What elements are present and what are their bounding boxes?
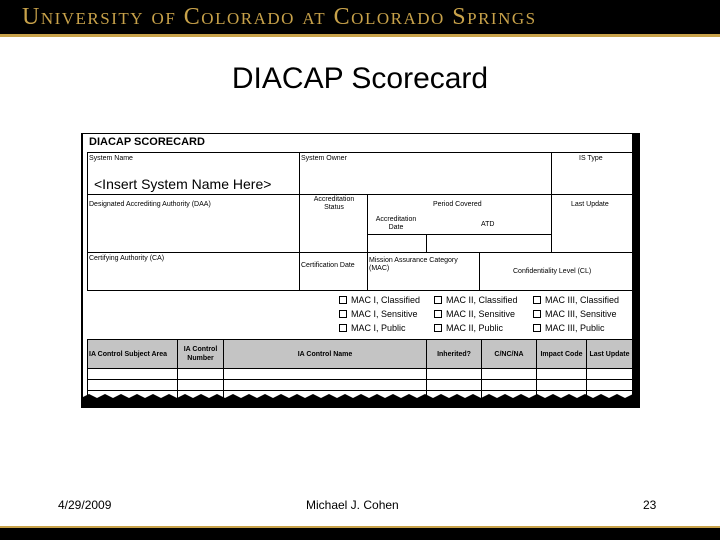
table-header-last-update: Last Update [587, 340, 632, 368]
rule-col-accdate [426, 234, 427, 252]
rule-col-istype [551, 152, 552, 252]
table-col-rule [223, 339, 224, 399]
form-heading: DIACAP SCORECARD [89, 136, 205, 148]
table-col-rule [632, 339, 633, 399]
form-right-edge [632, 134, 640, 408]
table-col-rule [177, 339, 178, 399]
mac-option[interactable]: MAC III, Public [533, 323, 605, 333]
mac-option[interactable]: MAC I, Public [339, 323, 406, 333]
table-header-status: C/NC/NA [482, 340, 536, 368]
bottom-band [0, 528, 720, 540]
mac-option[interactable]: MAC III, Classified [533, 295, 619, 305]
table-header-subject-area: IA Control Subject Area [87, 340, 177, 368]
footer-date: 4/29/2009 [58, 498, 112, 512]
mac-option[interactable]: MAC I, Classified [339, 295, 420, 305]
table-header-control-name: IA Control Name [224, 340, 426, 368]
rule-period-split [367, 234, 552, 235]
table-header-impact-code: Impact Code [537, 340, 586, 368]
university-name: University of Colorado at Colorado Springs [22, 4, 537, 30]
atd-label: ATD [481, 221, 495, 228]
slide-title: DIACAP Scorecard [231, 62, 489, 95]
table-col-rule [481, 339, 482, 399]
rule-row2 [87, 252, 633, 253]
checkbox-icon[interactable] [434, 310, 442, 318]
table-col-rule [426, 339, 427, 399]
rule-col-cl [479, 252, 480, 290]
table-col-rule [87, 339, 88, 399]
table-header-control-number: IA Control Number [178, 340, 223, 368]
table-rule [87, 379, 633, 380]
checkbox-icon[interactable] [339, 296, 347, 304]
checkbox-icon[interactable] [533, 296, 541, 304]
table-rule [87, 339, 633, 340]
checkbox-icon[interactable] [339, 310, 347, 318]
is-type-label: IS Type [579, 155, 603, 162]
mac-option[interactable]: MAC II, Public [434, 323, 503, 333]
table-rule [87, 390, 633, 391]
checkbox-icon[interactable] [339, 324, 347, 332]
last-update-label: Last Update [571, 201, 609, 208]
rule-right [632, 152, 633, 290]
mac-option[interactable]: MAC II, Classified [434, 295, 518, 305]
checkbox-icon[interactable] [434, 296, 442, 304]
table-col-rule [586, 339, 587, 399]
torn-edge [81, 392, 640, 408]
system-name-label: System Name [89, 155, 133, 162]
diacap-scorecard-form [81, 133, 640, 408]
banner-gold-rule [0, 34, 720, 37]
checkbox-icon[interactable] [533, 324, 541, 332]
table-rule [87, 368, 633, 369]
rule-col-owner [299, 152, 300, 290]
rule-left [87, 152, 88, 290]
accreditation-status-label: Accreditation Status [313, 196, 355, 211]
mac-label: Mission Assurance Category (MAC) [369, 257, 458, 272]
university-banner [0, 0, 720, 34]
footer-page-number: 23 [643, 498, 657, 512]
mac-option[interactable]: MAC II, Sensitive [434, 309, 515, 319]
footer-author: Michael J. Cohen [306, 498, 399, 512]
period-covered-label: Period Covered [433, 201, 482, 208]
system-name-value[interactable]: <Insert System Name Here> [94, 176, 272, 192]
confidentiality-label: Confidentiality Level (CL) [513, 268, 592, 275]
mac-option[interactable]: MAC III, Sensitive [533, 309, 617, 319]
checkbox-icon[interactable] [434, 324, 442, 332]
system-owner-label: System Owner [301, 155, 347, 162]
mac-option[interactable]: MAC I, Sensitive [339, 309, 418, 319]
accreditation-date-label: Accreditation Date [375, 216, 417, 231]
table-col-rule [536, 339, 537, 399]
ca-label: Certifying Authority (CA) [89, 255, 165, 262]
rule-col-status [367, 194, 368, 290]
form-left-edge [81, 134, 83, 408]
certification-date-label: Certification Date [301, 262, 355, 269]
daa-label: Designated Accrediting Authority (DAA) [89, 201, 211, 208]
rule-row3 [87, 290, 633, 291]
checkbox-icon[interactable] [533, 310, 541, 318]
table-header-inherited: Inherited? [427, 340, 481, 368]
